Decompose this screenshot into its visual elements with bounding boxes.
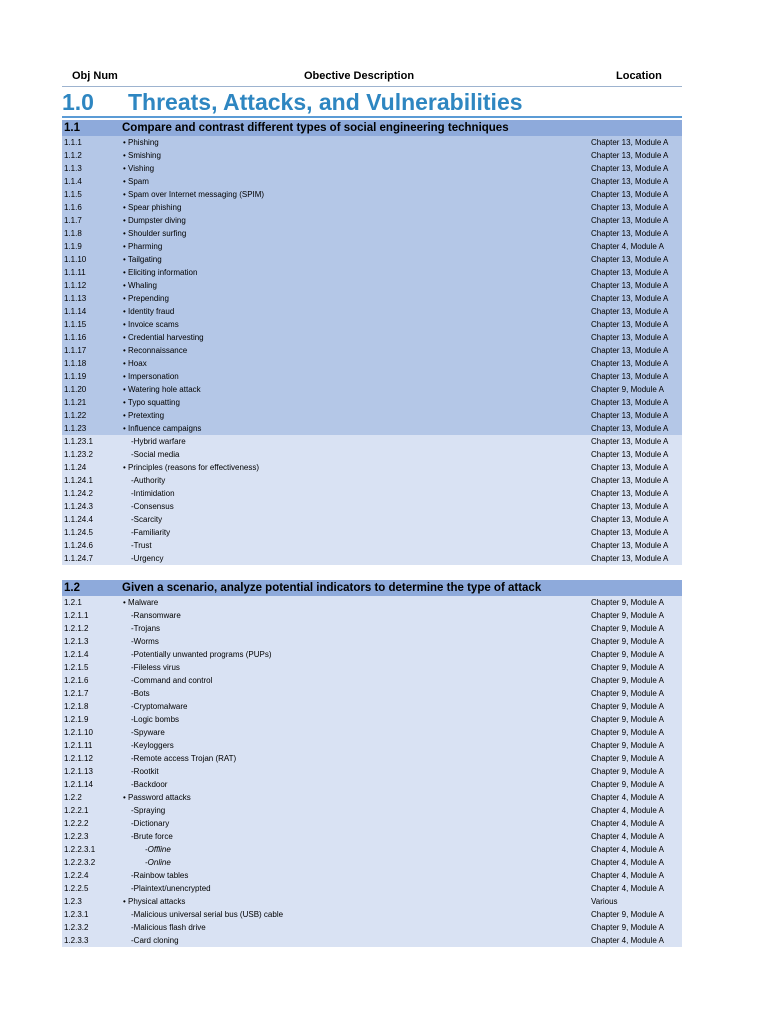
row-obj-num: 1.2.2.1 [64, 806, 89, 815]
row-obj-num: 1.1.11 [64, 268, 86, 277]
row-obj-num: 1.2.2.3 [64, 832, 89, 841]
row-description: -Dictionary [131, 819, 170, 828]
row-description: • Pretexting [123, 411, 165, 420]
row-description: -Offline [145, 845, 171, 854]
row-location: Chapter 13, Module A [591, 333, 669, 342]
objective-heading [62, 580, 682, 596]
row-obj-num: 1.1.23.2 [64, 450, 93, 459]
table-row [62, 869, 682, 882]
row-obj-num: 1.1.9 [64, 242, 82, 251]
row-location: Chapter 13, Module A [591, 398, 669, 407]
row-location: Chapter 9, Module A [591, 728, 664, 737]
row-location: Chapter 13, Module A [591, 177, 669, 186]
row-location: Chapter 13, Module A [591, 424, 669, 433]
row-obj-num: 1.1.18 [64, 359, 87, 368]
row-description: -Keyloggers [131, 741, 174, 750]
row-obj-num: 1.1.19 [64, 372, 87, 381]
row-location: Chapter 13, Module A [591, 190, 669, 199]
section-number: 1.0 [62, 89, 94, 115]
row-obj-num: 1.1.4 [64, 177, 82, 186]
row-description: • Malware [123, 598, 159, 607]
table-row [62, 817, 682, 830]
header-divider [62, 86, 682, 87]
row-description: -Rootkit [131, 767, 159, 776]
row-obj-num: 1.2.2.3.1 [64, 845, 96, 854]
row-obj-num: 1.2.1.8 [64, 702, 89, 711]
row-location: Chapter 9, Module A [591, 767, 664, 776]
row-description: • Whaling [123, 281, 157, 290]
row-description: • Pharming [123, 242, 163, 251]
table-row [62, 474, 682, 487]
row-description: -Malicious flash drive [131, 923, 206, 932]
table-row [62, 882, 682, 895]
row-description: -Trust [131, 541, 152, 550]
table-row [62, 240, 682, 253]
row-description: • Spear phishing [123, 203, 182, 212]
row-location: Chapter 4, Module A [591, 819, 664, 828]
row-obj-num: 1.2.1.1 [64, 611, 89, 620]
table-row [62, 409, 682, 422]
row-location: Chapter 13, Module A [591, 138, 669, 147]
table-row [62, 227, 682, 240]
row-obj-num: 1.1.24.7 [64, 554, 93, 563]
row-description: -Spyware [131, 728, 165, 737]
row-obj-num: 1.1.24 [64, 463, 87, 472]
row-description: -Command and control [131, 676, 213, 685]
row-obj-num: 1.1.3 [64, 164, 82, 173]
objective-group-1-1 [62, 120, 682, 565]
row-description: -Ransomware [131, 611, 181, 620]
row-description: • Influence campaigns [123, 424, 202, 433]
row-obj-num: 1.1.17 [64, 346, 87, 355]
table-row [62, 596, 682, 609]
table-row [62, 856, 682, 869]
row-location: Chapter 4, Module A [591, 845, 664, 854]
row-description: • Typo squatting [123, 398, 180, 407]
row-description: -Plaintext/unencrypted [131, 884, 211, 893]
row-location: Chapter 13, Module A [591, 229, 669, 238]
table-row [62, 500, 682, 513]
row-obj-num: 1.2.2.4 [64, 871, 89, 880]
row-obj-num: 1.2.1.5 [64, 663, 89, 672]
row-location: Chapter 13, Module A [591, 320, 669, 329]
row-obj-num: 1.1.6 [64, 203, 82, 212]
row-description: • Identity fraud [123, 307, 175, 316]
row-location: Chapter 13, Module A [591, 359, 669, 368]
row-obj-num: 1.2.1.6 [64, 676, 89, 685]
row-description: -Malicious universal serial bus (USB) cable [131, 910, 284, 919]
row-description: -Consensus [131, 502, 174, 511]
row-description: • Principles (reasons for effectiveness) [123, 463, 260, 472]
row-obj-num: 1.2.1.4 [64, 650, 89, 659]
row-location: Chapter 13, Module A [591, 372, 669, 381]
row-location: Chapter 13, Module A [591, 151, 669, 160]
row-location: Chapter 9, Module A [591, 741, 664, 750]
table-row [62, 700, 682, 713]
row-description: -Remote access Trojan (RAT) [131, 754, 237, 763]
table-row [62, 149, 682, 162]
table-row [62, 396, 682, 409]
objective-heading-number: 1.2 [64, 582, 80, 594]
row-description: • Dumpster diving [123, 216, 186, 225]
row-location: Chapter 13, Module A [591, 554, 669, 563]
row-location: Chapter 9, Module A [591, 650, 664, 659]
row-location: Chapter 13, Module A [591, 463, 669, 472]
table-row [62, 739, 682, 752]
row-description: -Intimidation [131, 489, 175, 498]
table-row [62, 305, 682, 318]
row-location: Chapter 4, Module A [591, 936, 664, 945]
row-description: • Tailgating [123, 255, 162, 264]
row-location: Chapter 9, Module A [591, 910, 664, 919]
row-location: Chapter 4, Module A [591, 871, 664, 880]
table-row [62, 266, 682, 279]
table-row [62, 318, 682, 331]
row-obj-num: 1.1.10 [64, 255, 87, 264]
row-obj-num: 1.2.1.9 [64, 715, 89, 724]
table-row [62, 674, 682, 687]
title-divider [62, 116, 682, 118]
row-obj-num: 1.2.3.3 [64, 936, 89, 945]
row-location: Chapter 9, Module A [591, 598, 664, 607]
row-description: -Brute force [131, 832, 173, 841]
row-description: • Password attacks [123, 793, 191, 802]
row-location: Chapter 9, Module A [591, 715, 664, 724]
row-location: Chapter 9, Module A [591, 702, 664, 711]
row-location: Chapter 13, Module A [591, 450, 669, 459]
column-header-description: Obective Description [304, 70, 415, 82]
row-description: -Logic bombs [131, 715, 180, 724]
table-row [62, 552, 682, 565]
table-row [62, 344, 682, 357]
row-location: Chapter 4, Module A [591, 806, 664, 815]
table-row [62, 635, 682, 648]
table-row [62, 175, 682, 188]
table-row [62, 435, 682, 448]
row-obj-num: 1.1.7 [64, 216, 82, 225]
table-row [62, 609, 682, 622]
row-description: -Backdoor [131, 780, 168, 789]
row-obj-num: 1.1.23.1 [64, 437, 93, 446]
table-row [62, 804, 682, 817]
table-row [62, 895, 682, 908]
column-header-location: Location [616, 70, 662, 82]
row-description: -Familiarity [131, 528, 171, 537]
row-description: • Phishing [123, 138, 159, 147]
row-location: Chapter 9, Module A [591, 780, 664, 789]
row-location: Chapter 4, Module A [591, 884, 664, 893]
row-description: • Hoax [123, 359, 147, 368]
row-description: -Potentially unwanted programs (PUPs) [131, 650, 272, 659]
table-row [62, 791, 682, 804]
table-row [62, 383, 682, 396]
row-obj-num: 1.1.21 [64, 398, 87, 407]
section-title: Threats, Attacks, and Vulnerabilities [128, 89, 523, 115]
row-description: • Watering hole attack [123, 385, 201, 394]
row-location: Chapter 13, Module A [591, 203, 669, 212]
table-row [62, 908, 682, 921]
row-description: -Fileless virus [131, 663, 180, 672]
table-row [62, 162, 682, 175]
row-location: Chapter 9, Module A [591, 611, 664, 620]
row-description: • Eliciting information [123, 268, 198, 277]
table-row [62, 687, 682, 700]
row-description: -Trojans [131, 624, 161, 633]
row-description: • Smishing [123, 151, 161, 160]
row-obj-num: 1.1.24.4 [64, 515, 93, 524]
row-obj-num: 1.1.8 [64, 229, 82, 238]
column-header-obj-num: Obj Num [72, 70, 118, 82]
row-obj-num: 1.1.1 [64, 138, 82, 147]
table-row [62, 661, 682, 674]
row-location: Chapter 13, Module A [591, 541, 669, 550]
table-row [62, 526, 682, 539]
row-location: Chapter 9, Module A [591, 754, 664, 763]
table-row [62, 648, 682, 661]
table-row [62, 513, 682, 526]
row-description: -Online [145, 858, 171, 867]
row-location: Chapter 13, Module A [591, 294, 669, 303]
row-location: Chapter 13, Module A [591, 268, 669, 277]
row-obj-num: 1.1.5 [64, 190, 82, 199]
objective-heading-title: Compare and contrast different types of social engineering techniques [122, 122, 509, 134]
table-row [62, 713, 682, 726]
row-description: • Physical attacks [123, 897, 186, 906]
row-obj-num: 1.1.22 [64, 411, 87, 420]
table-row [62, 201, 682, 214]
row-location: Chapter 9, Module A [591, 676, 664, 685]
objective-heading-title: Given a scenario, analyze potential indicators to determine the type of attack [122, 582, 542, 594]
table-row [62, 487, 682, 500]
row-description: -Scarcity [131, 515, 163, 524]
row-obj-num: 1.1.2 [64, 151, 82, 160]
row-description: -Authority [131, 476, 166, 485]
table-row [62, 765, 682, 778]
row-description: -Spraying [131, 806, 166, 815]
row-description: • Credential harvesting [123, 333, 204, 342]
row-description: • Shoulder surfing [123, 229, 187, 238]
row-obj-num: 1.2.2.3.2 [64, 858, 96, 867]
row-location: Chapter 9, Module A [591, 923, 664, 932]
row-obj-num: 1.2.3.1 [64, 910, 89, 919]
table-row [62, 331, 682, 344]
table-row [62, 622, 682, 635]
table-row [62, 188, 682, 201]
table-row [62, 843, 682, 856]
table-row [62, 279, 682, 292]
row-location: Chapter 13, Module A [591, 476, 669, 485]
row-location: Chapter 4, Module A [591, 858, 664, 867]
row-obj-num: 1.2.1.3 [64, 637, 89, 646]
row-obj-num: 1.1.15 [64, 320, 87, 329]
row-obj-num: 1.2.1.11 [64, 741, 93, 750]
row-obj-num: 1.2.2 [64, 793, 82, 802]
row-location: Chapter 13, Module A [591, 164, 669, 173]
table-row [62, 934, 682, 947]
row-obj-num: 1.1.24.6 [64, 541, 93, 550]
row-obj-num: 1.1.14 [64, 307, 87, 316]
row-obj-num: 1.2.3 [64, 897, 82, 906]
row-obj-num: 1.2.1.12 [64, 754, 93, 763]
row-location: Chapter 4, Module A [591, 832, 664, 841]
row-location: Chapter 13, Module A [591, 255, 669, 264]
row-location: Chapter 13, Module A [591, 528, 669, 537]
objective-heading [62, 120, 682, 136]
table-row [62, 921, 682, 934]
row-location: Chapter 9, Module A [591, 385, 664, 394]
row-location: Chapter 13, Module A [591, 489, 669, 498]
row-description: • Vishing [123, 164, 155, 173]
objective-group-1-2 [62, 580, 682, 947]
row-location: Chapter 13, Module A [591, 515, 669, 524]
table-row [62, 448, 682, 461]
table-row [62, 422, 682, 435]
row-description: • Prepending [123, 294, 169, 303]
row-description: -Urgency [131, 554, 164, 563]
row-description: • Impersonation [123, 372, 179, 381]
row-description: -Rainbow tables [131, 871, 189, 880]
row-obj-num: 1.1.13 [64, 294, 87, 303]
row-obj-num: 1.2.1.10 [64, 728, 93, 737]
row-description: -Card cloning [131, 936, 179, 945]
row-obj-num: 1.2.3.2 [64, 923, 89, 932]
row-description: • Reconnaissance [123, 346, 188, 355]
row-description: -Cryptomalware [131, 702, 188, 711]
row-obj-num: 1.1.24.1 [64, 476, 93, 485]
row-obj-num: 1.2.1.7 [64, 689, 89, 698]
row-location: Chapter 9, Module A [591, 689, 664, 698]
table-row [62, 726, 682, 739]
table-row [62, 214, 682, 227]
table-row [62, 752, 682, 765]
row-obj-num: 1.1.24.5 [64, 528, 93, 537]
row-obj-num: 1.1.24.3 [64, 502, 93, 511]
row-description: -Bots [131, 689, 150, 698]
row-location: Chapter 9, Module A [591, 637, 664, 646]
row-obj-num: 1.1.20 [64, 385, 87, 394]
row-description: -Worms [131, 637, 159, 646]
table-row [62, 539, 682, 552]
table-row [62, 830, 682, 843]
row-obj-num: 1.2.1 [64, 598, 82, 607]
row-location: Chapter 13, Module A [591, 437, 669, 446]
table-row [62, 292, 682, 305]
row-obj-num: 1.1.23 [64, 424, 87, 433]
row-description: -Social media [131, 450, 180, 459]
row-location: Chapter 13, Module A [591, 502, 669, 511]
row-obj-num: 1.2.1.14 [64, 780, 93, 789]
table-row [62, 778, 682, 791]
row-location: Chapter 9, Module A [591, 624, 664, 633]
table-row [62, 370, 682, 383]
row-location: Chapter 13, Module A [591, 216, 669, 225]
table-row [62, 136, 682, 149]
row-location: Various [591, 897, 618, 906]
row-obj-num: 1.1.16 [64, 333, 87, 342]
row-location: Chapter 4, Module A [591, 242, 664, 251]
row-obj-num: 1.1.12 [64, 281, 87, 290]
row-description: • Spam [123, 177, 149, 186]
row-obj-num: 1.2.2.5 [64, 884, 89, 893]
row-obj-num: 1.2.1.2 [64, 624, 89, 633]
row-description: -Hybrid warfare [131, 437, 186, 446]
row-location: Chapter 13, Module A [591, 281, 669, 290]
row-location: Chapter 9, Module A [591, 663, 664, 672]
table-row [62, 461, 682, 474]
row-location: Chapter 13, Module A [591, 346, 669, 355]
row-description: • Spam over Internet messaging (SPIM) [123, 190, 265, 199]
row-description: • Invoice scams [123, 320, 179, 329]
row-obj-num: 1.2.1.13 [64, 767, 93, 776]
row-location: Chapter 4, Module A [591, 793, 664, 802]
table-row [62, 357, 682, 370]
row-location: Chapter 13, Module A [591, 307, 669, 316]
table-row [62, 253, 682, 266]
objective-heading-number: 1.1 [64, 122, 80, 134]
row-obj-num: 1.1.24.2 [64, 489, 93, 498]
row-location: Chapter 13, Module A [591, 411, 669, 420]
row-obj-num: 1.2.2.2 [64, 819, 89, 828]
